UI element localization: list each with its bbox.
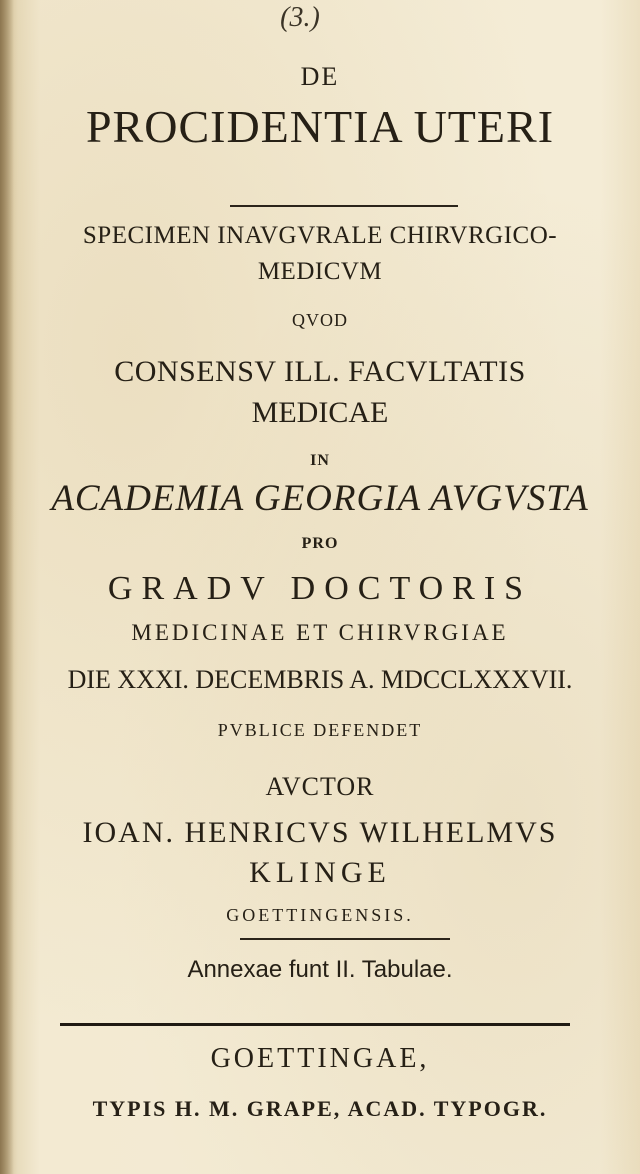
imprint-place: GOETTINGAE, [210,1043,430,1074]
heading-de: DE [300,62,340,91]
author-name: IOAN. HENRICVS WILHELMVS [82,816,558,849]
text-in: IN [310,452,330,469]
text-medicinae: MEDICINAE ET CHIRVRGIAE [131,620,509,645]
text-gradu: GRADV DOCTORIS [107,570,533,607]
text-academia: ACADEMIA GEORGIA AVGVSTA [51,478,589,519]
author-origin: GOETTINGENSIS. [226,905,414,925]
divider-rule-top [230,205,458,207]
text-auctor: AVCTOR [265,772,375,801]
text-annexae: Annexae funt II. Tabulae. [187,956,453,983]
text-medicae: MEDICAE [251,396,389,429]
divider-rule-bottom [60,1023,570,1026]
author-surname: KLINGE [249,856,391,889]
text-date: DIE XXXI. DECEMBRIS A. MDCCLXXXVII. [67,665,573,694]
imprint-printer: TYPIS H. M. GRAPE, ACAD. TYPOGR. [92,1096,548,1121]
divider-rule-middle [240,938,450,940]
text-qvod: QVOD [292,310,348,330]
text-pro: PRO [301,535,339,552]
subtitle-specimen: SPECIMEN INAVGVRALE CHIRVRGICO- [82,222,558,249]
page-title: PROCIDENTIA UTERI [85,101,555,152]
handwritten-mark: (3.) [280,2,320,33]
subtitle-medicum: MEDICVM [257,258,383,285]
text-publice: PVBLICE DEFENDET [217,720,423,740]
text-consensu: CONSENSV ILL. FACVLTATIS [114,355,526,388]
